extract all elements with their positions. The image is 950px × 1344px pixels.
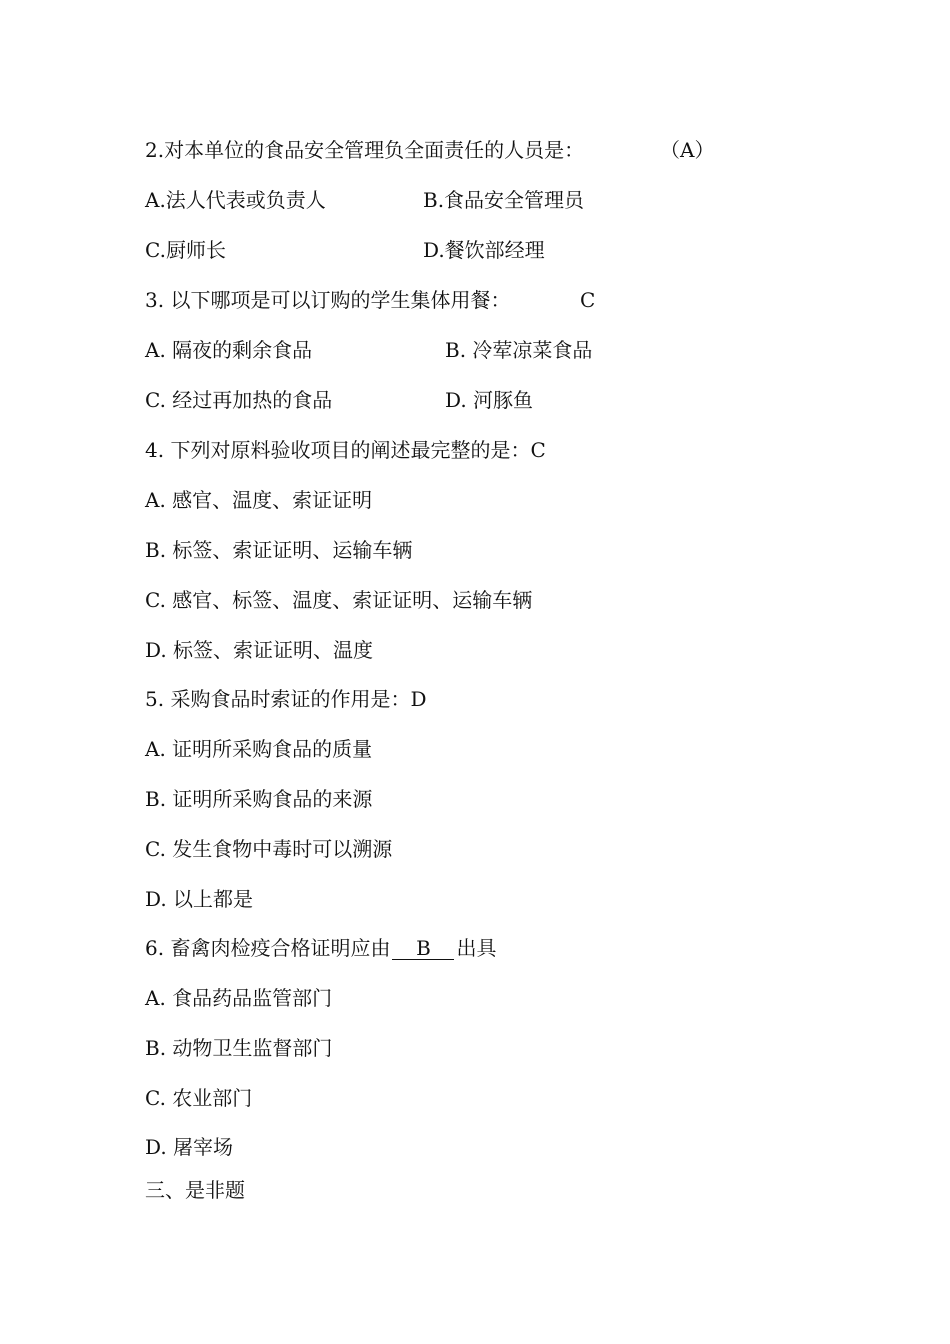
q2-answer: （A）: [660, 138, 715, 162]
q5-option-d: D. 以上都是: [145, 887, 254, 911]
q3-option-c: C. 经过再加热的食品: [145, 388, 333, 412]
q3-option-d: D. 河豚鱼: [445, 388, 534, 412]
q4-option-a: A. 感官、温度、索证证明: [145, 488, 373, 512]
q2-option-b: B.食品安全管理员: [423, 188, 585, 212]
q2-question: 2.对本单位的食品安全管理负全面责任的人员是：: [145, 138, 585, 162]
q3-option-b: B. 冷荤凉菜食品: [445, 338, 593, 362]
q2-option-c: C.厨师长: [145, 238, 226, 262]
q3-question: 3. 以下哪项是可以订购的学生集体用餐：: [145, 288, 511, 312]
q4-option-b: B. 标签、索证证明、运输车辆: [145, 538, 413, 562]
q6-question-suffix: 出具: [456, 936, 497, 960]
q6-option-c: C. 农业部门: [145, 1086, 253, 1110]
q6-question: [145, 935, 496, 961]
q3-answer: C: [580, 288, 596, 312]
q6-option-d: D. 屠宰场: [145, 1135, 234, 1159]
q6-option-b: B. 动物卫生监督部门: [145, 1036, 333, 1060]
section-heading-true-false: 三、是非题: [145, 1178, 245, 1202]
q5-option-c: C. 发生食物中毒时可以溯源: [145, 837, 393, 861]
q5-option-a: A. 证明所采购食品的质量: [145, 737, 373, 761]
q4-option-d: D. 标签、索证证明、温度: [145, 638, 374, 662]
q6-question-prefix: 6. 畜禽肉检疫合格证明应由: [145, 936, 391, 960]
q3-option-a: A. 隔夜的剩余食品: [145, 338, 313, 362]
q6-answer-blank: B: [392, 937, 454, 960]
q4-question: 4. 下列对原料验收项目的阐述最完整的是：C: [145, 438, 546, 462]
q5-question: 5. 采购食品时索证的作用是：D: [145, 687, 427, 711]
q4-option-c: C. 感官、标签、温度、索证证明、运输车辆: [145, 588, 533, 612]
q5-option-b: B. 证明所采购食品的来源: [145, 787, 373, 811]
q6-option-a: A. 食品药品监管部门: [145, 986, 333, 1010]
q2-option-a: A.法人代表或负责人: [145, 188, 326, 212]
q2-option-d: D.餐饮部经理: [423, 238, 545, 262]
